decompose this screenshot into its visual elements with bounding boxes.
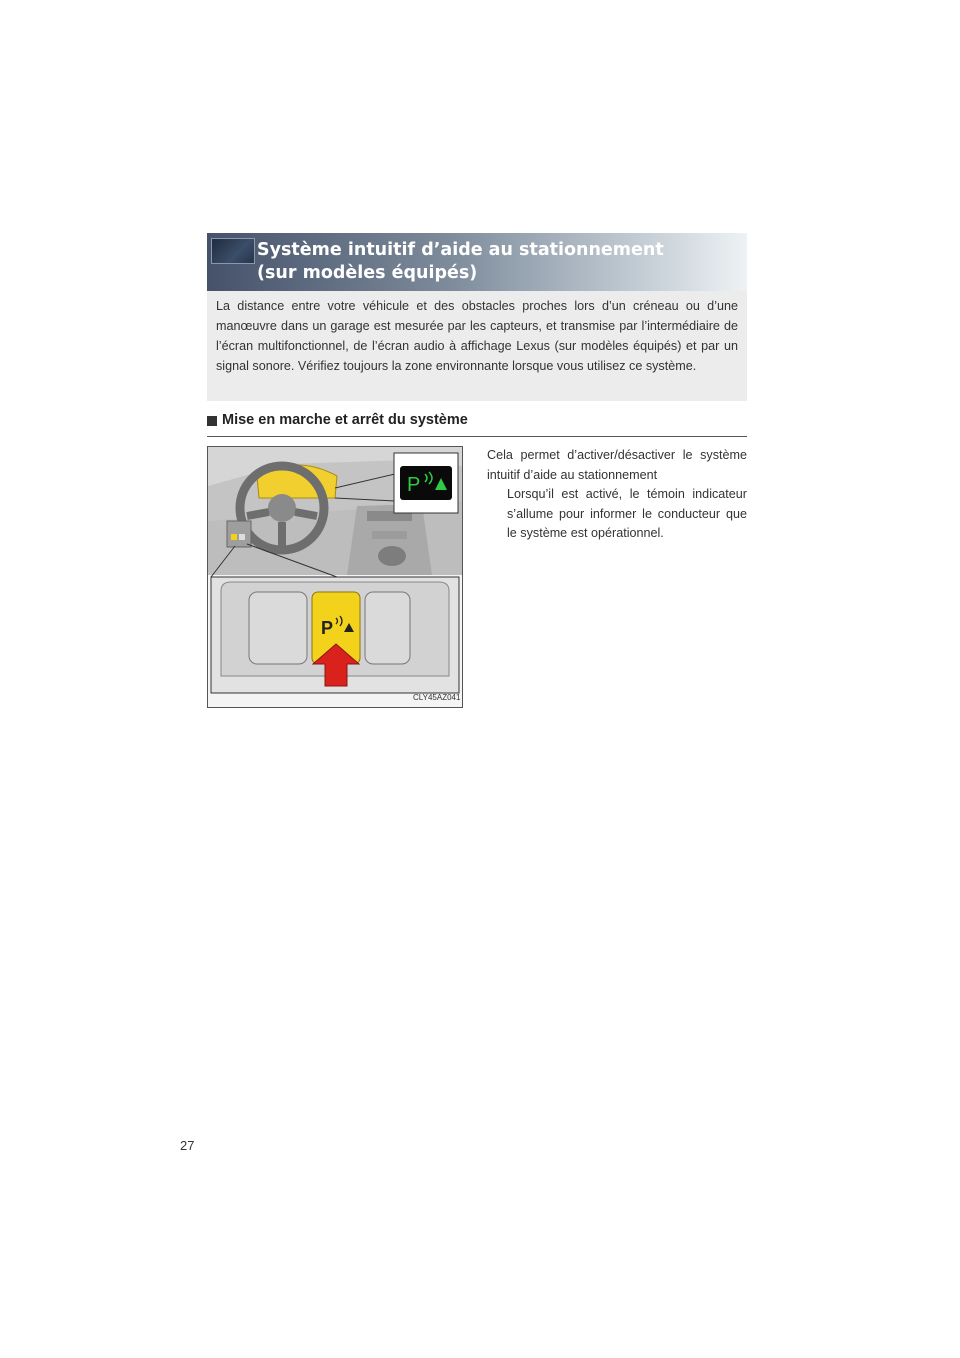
header-thumbnail <box>211 238 255 264</box>
section-header <box>207 233 747 291</box>
subsection-heading <box>207 412 747 437</box>
bullet-square-icon <box>207 416 217 426</box>
intro-box <box>207 291 747 401</box>
page-number: 27 <box>180 1138 195 1153</box>
body-paragraph-2: Lorsqu’il est activé, le témoin indicateur s’allume pour informer le conducteur que le système est opérationnel. <box>507 487 747 540</box>
figure-code: CLY45AZ041 <box>413 693 461 702</box>
header-title-line1: Système intuitif d’aide au stationnement <box>257 240 664 260</box>
header-title-line2: (sur modèles équipés) <box>257 263 478 283</box>
body-paragraph-1: Cela permet d’activer/désactiver le système intuitif d’aide au stationnement <box>487 448 747 482</box>
switch-p-icon: P <box>321 618 334 638</box>
indicator-p-icon: P <box>407 474 421 496</box>
dashboard-illustration <box>207 446 463 708</box>
intro-text: La distance entre votre véhicule et des obstacles proches lors d’un créneau ou d’une manœuvre dans un garage est mesurée par les capteurs, et transmise par l’intermédiaire de l’écran multifonctionnel, de l’écran audio à affichage Lexus (sur modèles équipés) et par un signal sonore. Vérifiez toujours la zone environnante lorsque vous utilisez ce système. <box>216 299 738 373</box>
header-title <box>257 239 664 285</box>
body-text <box>487 446 747 544</box>
subsection-title: Mise en marche et arrêt du système <box>222 412 468 428</box>
